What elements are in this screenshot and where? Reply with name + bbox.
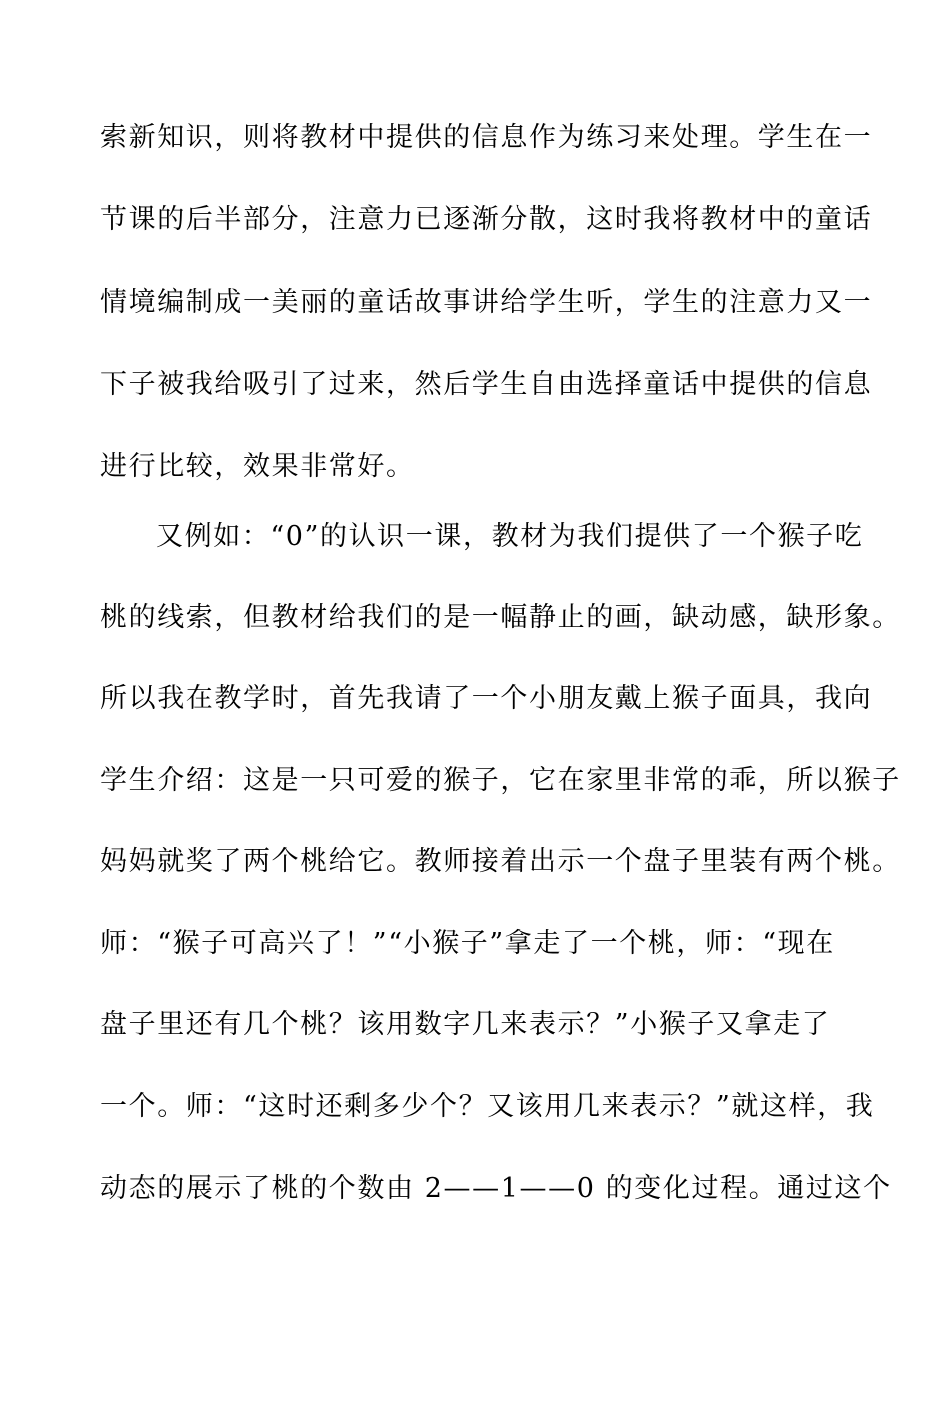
text-line: 进行比较，效果非常好。 [100,451,415,482]
text-line: 妈妈就奖了两个桃给它。教师接着出示一个盘子里装有两个桃。 [100,846,901,877]
text-line: 桃的线索，但教材给我们的是一幅静止的画，缺动感，缺形象。 [100,602,901,633]
text-line: 所以我在教学时，首先我请了一个小朋友戴上猴子面具，我向 [100,683,873,714]
text-line: 下子被我给吸引了过来，然后学生自由选择童话中提供的信息 [100,369,873,400]
text-line: 一个。师：“这时还剩多少个？又该用几来表示？”就这样，我 [100,1091,875,1122]
text-line: 盘子里还有几个桃？该用数字几来表示？”小猴子又拿走了 [100,1009,831,1040]
text-line: 动态的展示了桃的个数由 2——1——0 的变化过程。通过这个 [100,1173,892,1204]
text-line: 索新知识，则将教材中提供的信息作为练习来处理。学生在一 [100,122,873,153]
text-line: 学生介绍：这是一只可爱的猴子，它在家里非常的乖，所以猴子 [100,765,901,796]
text-line: 师：“猴子可高兴了！”“小猴子”拿走了一个桃，师：“现在 [100,928,835,959]
text-line: 节课的后半部分，注意力已逐渐分散，这时我将教材中的童话 [100,204,873,235]
text-line: 情境编制成一美丽的童话故事讲给学生听，学生的注意力又一 [100,287,873,318]
paragraph-first-line: 又例如：“0”的认识一课，教材为我们提供了一个猴子吃 [156,521,864,552]
